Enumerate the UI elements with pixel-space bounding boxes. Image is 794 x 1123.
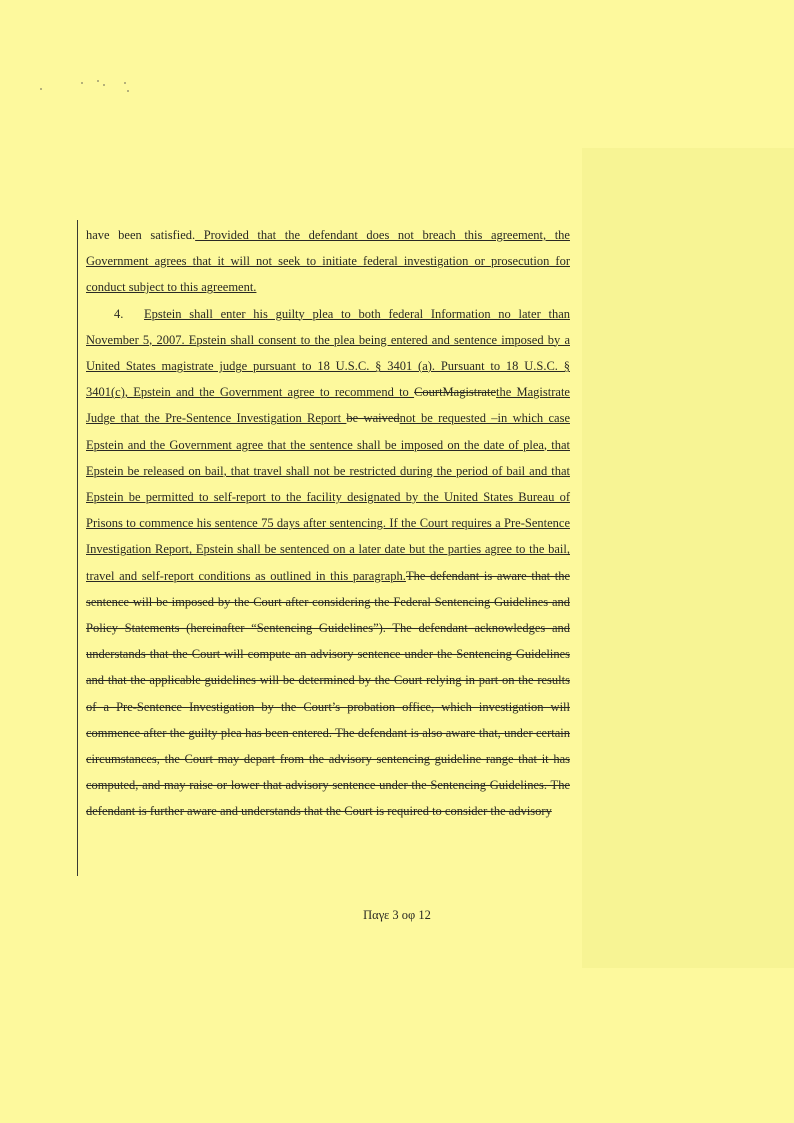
paragraph-number: 4. <box>114 306 124 321</box>
page-footer: Παγε 3 οφ 12 <box>363 908 431 922</box>
paragraph-4 <box>86 301 570 825</box>
scan-speck <box>97 80 99 82</box>
revision-change-bar <box>77 220 78 876</box>
inserted-text: not be requested –in which case Epstein and the Government agree that the sentence shall be imposed on the date of plea, that Epstein be released on bail, that travel shall not be restricted during the period of bail and that Epstein be permitted to self-report to the facility designated by the United States Bureau of Prisons to commence his sentence 75 days after sentencing. If the Court requires a Pre-Sentence Investigation Report, Epstein shall be sentenced on a later date but the parties agree to the bail, travel and self-report conditions as outlined in this paragraph. <box>86 411 570 583</box>
scan-speck <box>127 90 129 92</box>
deleted-text: CourtMagistrate <box>414 385 496 400</box>
inserted-text: Epstein shall enter his guilty plea to both federal Information no later than November 5, 2007. Epstein shall consent to the plea being entered and sentence imposed by a United States magistrate judge pursuant to 18 U.S.C. § 3401 (a). Pursuant to 18 U.S.C. § 3401(c), Epstein and the Government agree to recommend to <box>86 306 570 400</box>
plain-text: have been satisfied. <box>86 228 196 242</box>
scan-speck <box>81 82 83 84</box>
deleted-text: be waived <box>346 411 400 426</box>
document-body <box>86 222 570 825</box>
scan-speck <box>124 82 126 84</box>
paragraph-continuation <box>86 222 570 301</box>
scan-speck <box>103 84 105 86</box>
inserted-text: Provided that the defendant does not breach this agreement, the Government agrees that it will not seek to initiate federal investigation or prosecution for conduct subject to this agreement. <box>86 228 570 295</box>
inserted-text: the Magistrate Judge that the Pre-Sentence Investigation Report <box>86 385 570 426</box>
scan-shading <box>582 148 794 968</box>
scan-speck <box>40 88 42 90</box>
deleted-text: The defendant is aware that the sentence will be imposed by the Court after considering the Federal Sentencing Guidelines and Policy Statements (hereinafter “Sentencing Guidelines”). The defendant acknowledges and understands that the Court will compute an advisory sentence under the Sentencing Guidelines and that the applicable guidelines will be determined by the Court relying in part on the results of a Pre-Sentence Investigation by the Court’s probation office, which investigation will commence after the guilty plea has been entered. The defendant is also aware that, under certain circumstances, the Court may depart from the advisory sentencing guideline range that it has computed, and may raise or lower that advisory sentence under the Sentencing Guidelines. The defendant is further aware and understands that the Court is required to consider the advisory <box>86 568 570 819</box>
